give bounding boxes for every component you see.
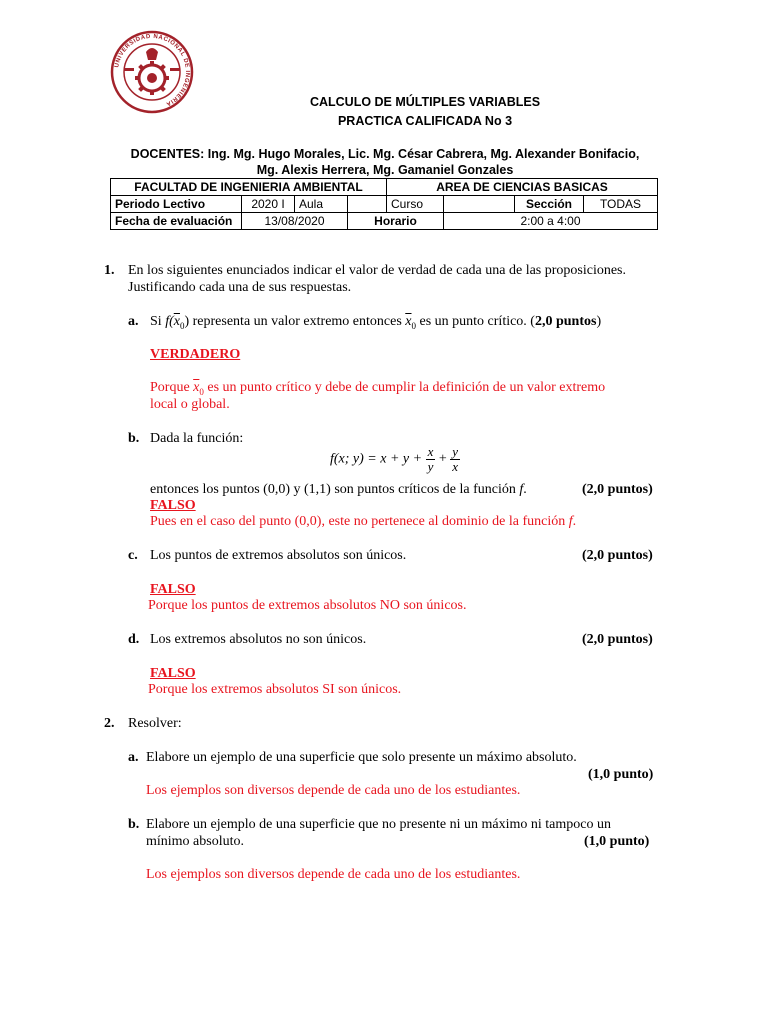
q1c-text: Los puntos de extremos absolutos son únicos.	[150, 548, 407, 563]
q1b-reason-pt: (0,0)	[294, 514, 322, 529]
docentes-line-1	[0, 147, 768, 161]
q1b-reason-pre: Pues en el caso del punto	[150, 514, 295, 529]
q1a-reason-pre: Porque	[150, 380, 194, 395]
seccion-label: Sección	[515, 196, 584, 213]
q1b-line-pre: entonces los puntos	[150, 482, 264, 497]
fecha-value: 13/08/2020	[242, 213, 348, 230]
q1b-pt2: (1,1)	[303, 482, 331, 497]
exam-title: CALCULO DE MÚLTIPLES VARIABLES	[309, 95, 541, 109]
svg-text:UNIVERSIDAD NACIONAL DE INGENI: UNIVERSIDAD NACIONAL DE INGENIERIA	[114, 33, 191, 107]
q1d-text: Los extremos absolutos no son únicos.	[150, 632, 367, 647]
docentes-names-1: Ing. Mg. Hugo Morales, Lic. Mg. César Cabrera, Mg. Alexander Bonifacio,	[204, 147, 640, 161]
fecha-label: Fecha de evaluación	[111, 213, 242, 230]
q1b-formula-lhs: f(x; y) = x + y +	[330, 451, 423, 467]
q1b-reason-post: , este no pertenece al dominio de la función	[321, 514, 569, 529]
q1d-answer: FALSO	[150, 666, 196, 681]
q1b-reason	[150, 514, 576, 530]
q2b-points: (1,0 punto)	[584, 834, 650, 849]
periodo-label: Periodo Lectivo	[111, 196, 242, 213]
q2b-text-2: mínimo absoluto.	[146, 834, 244, 849]
horario-label: Horario	[348, 213, 444, 230]
periodo-value: 2020 I	[242, 196, 295, 213]
q1b-frac1-num: x	[427, 444, 434, 459]
q1b-f: f	[519, 482, 524, 497]
q1-text-1: En los siguientes enunciados indicar el valor de verdad de cada una de las proposiciones.	[128, 263, 627, 278]
q1a-fx: f(	[165, 314, 174, 329]
horario-value: 2:00 a 4:00	[444, 213, 658, 230]
q1c-reason: Porque los puntos de extremos absolutos NO son únicos.	[148, 598, 467, 613]
q1c-answer: FALSO	[150, 582, 196, 597]
q2-text: Resolver:	[128, 716, 182, 731]
q1b-frac2-num: y	[452, 444, 459, 459]
q1a-points: 2,0 puntos	[534, 314, 597, 329]
q2b-letter: b.	[128, 817, 140, 832]
q1a-pre: Si	[150, 314, 166, 329]
q2b-answer: Los ejemplos son diversos depende de cada uno de los estudiantes.	[146, 867, 521, 882]
q1a-close: )	[184, 314, 190, 329]
info-table	[110, 178, 658, 230]
docentes-line-2: Mg. Alexis Herrera, Mg. Gamaniel Gonzales	[256, 163, 514, 177]
q1b-frac1-den: y	[427, 459, 434, 474]
q1-text-2: Justificando cada una de sus respuestas.	[128, 280, 352, 295]
q1a-reason-2: local o global.	[150, 397, 230, 412]
seccion-value: TODAS	[584, 196, 658, 213]
q1a-letter: a.	[128, 314, 139, 329]
q2b-text-1: Elabore un ejemplo de una superficie que no presente ni un máximo ni tampoco un	[146, 817, 611, 832]
q1a-points-close: )	[596, 314, 602, 329]
q1d-letter: d.	[128, 632, 140, 647]
area-cell: AREA DE CIENCIAS BASICAS	[387, 179, 658, 196]
q1b-frac-2	[450, 445, 460, 474]
q1b-reason-f: f	[568, 514, 573, 529]
q1b-frac2-den: x	[452, 459, 459, 474]
q2a-points: (1,0 punto)	[588, 767, 654, 782]
q2a-answer: Los ejemplos son diversos depende de cada uno de los estudiantes.	[146, 783, 521, 798]
q1b-answer: FALSO	[150, 498, 196, 513]
q1b-statement	[150, 482, 527, 498]
curso-value	[444, 196, 515, 213]
q1b-line-y: y	[289, 482, 304, 497]
exam-subtitle: PRACTICA CALIFICADA No 3	[337, 114, 513, 128]
q1c-letter: c.	[128, 548, 138, 563]
q1a-answer: VERDADERO	[150, 347, 241, 362]
q1a-statement: Si $f(\overline{x}_0)$ representa un valor extremo entonces $\overline{x}_0$ es un punto crítico. (2,0 puntos)	[150, 314, 602, 331]
q1b-pt1: (0,0)	[263, 482, 290, 497]
q1a-reason-x0: $\overline{x}$	[193, 380, 200, 395]
q1b-line-post: son puntos críticos de la función	[330, 482, 520, 497]
q2a-letter: a.	[128, 750, 139, 765]
q1d-points: (2,0 puntos)	[582, 632, 653, 647]
aula-label: Aula	[295, 196, 348, 213]
q1a-reason-post: es un punto crítico y debe de cumplir la definición de un valor extremo	[203, 380, 606, 395]
faculty-cell: FACULTAD DE INGENIERIA AMBIENTAL	[111, 179, 387, 196]
q2-number: 2.	[104, 716, 115, 731]
docentes-label: DOCENTES:	[130, 147, 205, 161]
curso-label: Curso	[387, 196, 444, 213]
q1c-points: (2,0 puntos)	[582, 548, 653, 563]
q2a-text: Elabore un ejemplo de una superficie que solo presente un máximo absoluto.	[146, 750, 577, 765]
q1b-reason-dot: .	[572, 514, 577, 529]
q1d-reason: Porque los extremos absolutos SI son únicos.	[148, 682, 402, 697]
q1a-reason-1: Porque $\overline{x}_0$ es un punto crítico y debe de cumplir la definición de un valor extremo	[150, 380, 606, 397]
q1b-frac-1	[426, 445, 436, 474]
q1b-points: (2,0 puntos)	[582, 482, 653, 497]
q1b-dot: .	[523, 482, 527, 497]
q1b-formula	[330, 445, 460, 474]
q1a-x0-2: $\overline{x}$	[405, 314, 412, 329]
q1b-letter: b.	[128, 431, 140, 446]
q1b-text: Dada la función:	[150, 431, 244, 446]
q1a-mid: representa un valor extremo entonces	[189, 314, 406, 329]
aula-value	[348, 196, 387, 213]
q1a-x0: $\overline{x}$	[173, 314, 180, 329]
q1a-post: es un punto crítico. (	[416, 314, 535, 329]
q1-number: 1.	[104, 263, 115, 278]
q1b-plus: +	[438, 451, 447, 467]
